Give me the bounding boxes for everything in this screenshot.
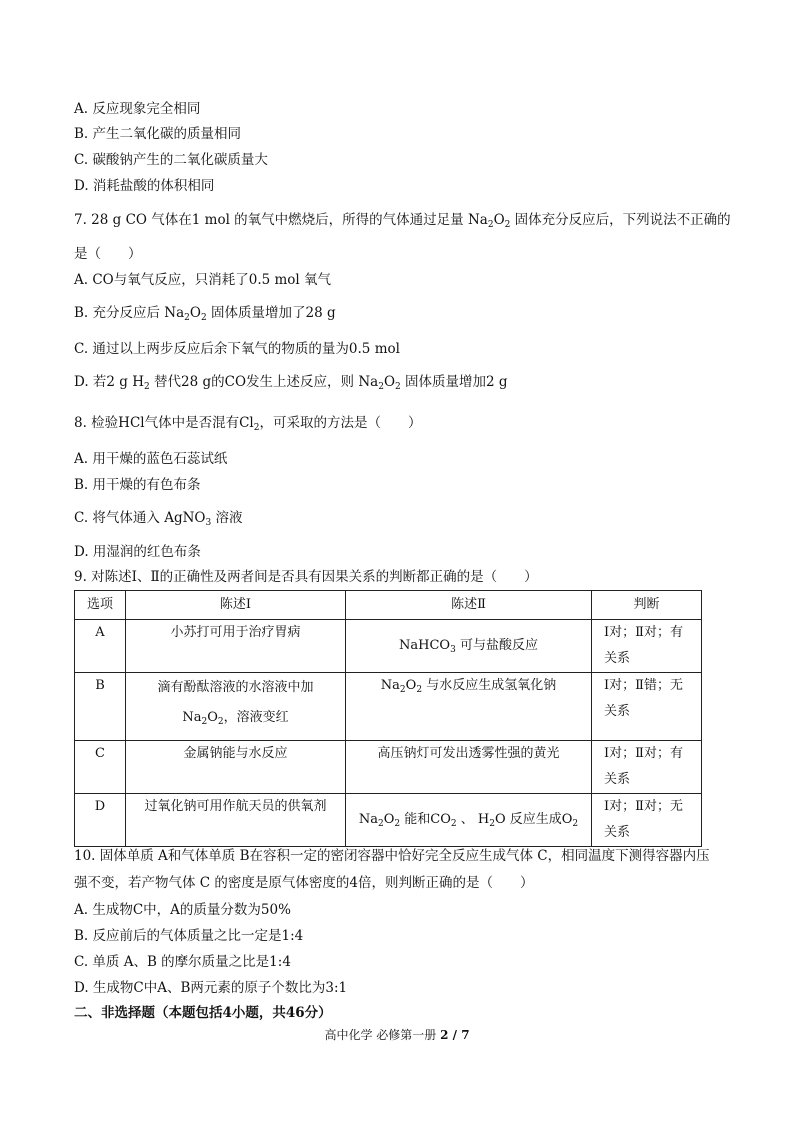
row-statement-2: $Na_2O_2$ 能和$CO_2$ 、 $H_2O$ 反应生成$O_2$ xyxy=(346,794,592,847)
row-statement-1: 滴有酚酞溶液的水溶液中加 $Na_2O_2$，溶液变红 xyxy=(126,673,346,741)
q6-option-a: A. 反应现象完全相同 xyxy=(74,101,201,117)
header-option: 选项 xyxy=(75,591,126,620)
q6-option-d: D. 消耗盐酸的体积相同 xyxy=(74,178,215,194)
page-footer xyxy=(0,1026,794,1043)
q10-stem-line2: 强不变，若产物气体 C 的密度是原气体密度的4倍，则判断正确的是（ ） xyxy=(74,875,534,891)
header-judgement: 判断 xyxy=(592,591,702,620)
q6-option-c: C. 碳酸钠产生的二氧化碳质量大 xyxy=(74,152,268,168)
row-statement-2: 高压钠灯可发出透雾性强的黄光 xyxy=(346,741,592,794)
q8-option-c: C. 将气体通入 AgNO$_3$ 溶液 xyxy=(74,510,243,528)
row-option: D xyxy=(75,794,126,847)
section-heading: 二、非选择题（本题包括4小题，共46分） xyxy=(74,1005,332,1021)
q10-option-d: D. 生成物C中A、B两元素的原子个数比为3:1 xyxy=(74,980,348,996)
q7-stem: 7. 28 g CO 气体在1 mol 的氧气中燃烧后，所得的气体通过足量 $Na_2O_2$ 固体充分反应后，下列说法不正确的 xyxy=(74,212,731,230)
q8-option-b: B. 用干燥的有色布条 xyxy=(74,477,201,493)
q10-option-c: C. 单质 A、B 的摩尔质量之比是1:4 xyxy=(74,954,291,970)
q6-option-b: B. 产生二氧化碳的质量相同 xyxy=(74,126,242,142)
q8-option-d: D. 用湿润的红色布条 xyxy=(74,544,201,560)
row-statement-1: 金属钠能与水反应 xyxy=(126,741,346,794)
table-row xyxy=(75,673,702,741)
table-row xyxy=(75,620,702,673)
footer-course: 高中化学 必修第一册 xyxy=(324,1028,437,1042)
header-statement-1: 陈述Ⅰ xyxy=(126,591,346,620)
row-option: C xyxy=(75,741,126,794)
q9-judgement-table xyxy=(74,590,702,847)
row-judgement: Ⅰ对；Ⅱ对；有 关系 xyxy=(592,620,702,673)
q10-stem-line1: 10. 固体单质 A和气体单质 B在容积一定的密闭容器中恰好完全反应生成气体 C，相同温度下测得容器内压 xyxy=(74,848,710,864)
header-statement-2: 陈述Ⅱ xyxy=(346,591,592,620)
q9-stem: 9. 对陈述Ⅰ、Ⅱ的正确性及两者间是否具有因果关系的判断都正确的是（ ） xyxy=(74,569,538,585)
row-statement-2: NaHCO$_3$ 可与盐酸反应 xyxy=(346,620,592,673)
row-judgement: Ⅰ对；Ⅱ对；无 关系 xyxy=(592,794,702,847)
q7-stem-line2: 是（ ） xyxy=(74,246,142,262)
q7-option-c: C. 通过以上两步反应后余下氧气的物质的量为0.5 mol xyxy=(74,341,400,357)
q8-option-a: A. 用干燥的蓝色石蕊试纸 xyxy=(74,451,228,467)
q10-option-b: B. 反应前后的气体质量之比一定是1:4 xyxy=(74,928,304,944)
row-judgement: Ⅰ对；Ⅱ对；有 关系 xyxy=(592,741,702,794)
row-option: B xyxy=(75,673,126,741)
row-statement-2: $Na_2O_2$ 与水反应生成氢氧化钠 xyxy=(346,673,592,741)
q7-option-a: A. CO与氧气反应，只消耗了0.5 mol 氧气 xyxy=(74,272,332,288)
table-header-row xyxy=(75,591,702,620)
q7-option-b: B. 充分反应后 $Na_2O_2$ 固体质量增加了28 g xyxy=(74,305,336,323)
row-statement-1: 过氧化钠可用作航天员的供氧剂 xyxy=(126,794,346,847)
table-row xyxy=(75,794,702,847)
table-row xyxy=(75,741,702,794)
row-judgement: Ⅰ对；Ⅱ错；无 关系 xyxy=(592,673,702,741)
q8-stem: 8. 检验HCl气体中是否混有$Cl_2$，可采取的方法是（ ） xyxy=(74,415,422,433)
q7-option-d: D. 若2 g $H_2$ 替代28 g的CO发生上述反应，则 $Na_2O_2$ 固体质量增加2 g xyxy=(74,374,508,392)
row-statement-1: 小苏打可用于治疗胃病 xyxy=(126,620,346,673)
page-number: 2 / 7 xyxy=(440,1028,470,1042)
row-option: A xyxy=(75,620,126,673)
q10-option-a: A. 生成物C中，A的质量分数为50% xyxy=(74,902,291,918)
